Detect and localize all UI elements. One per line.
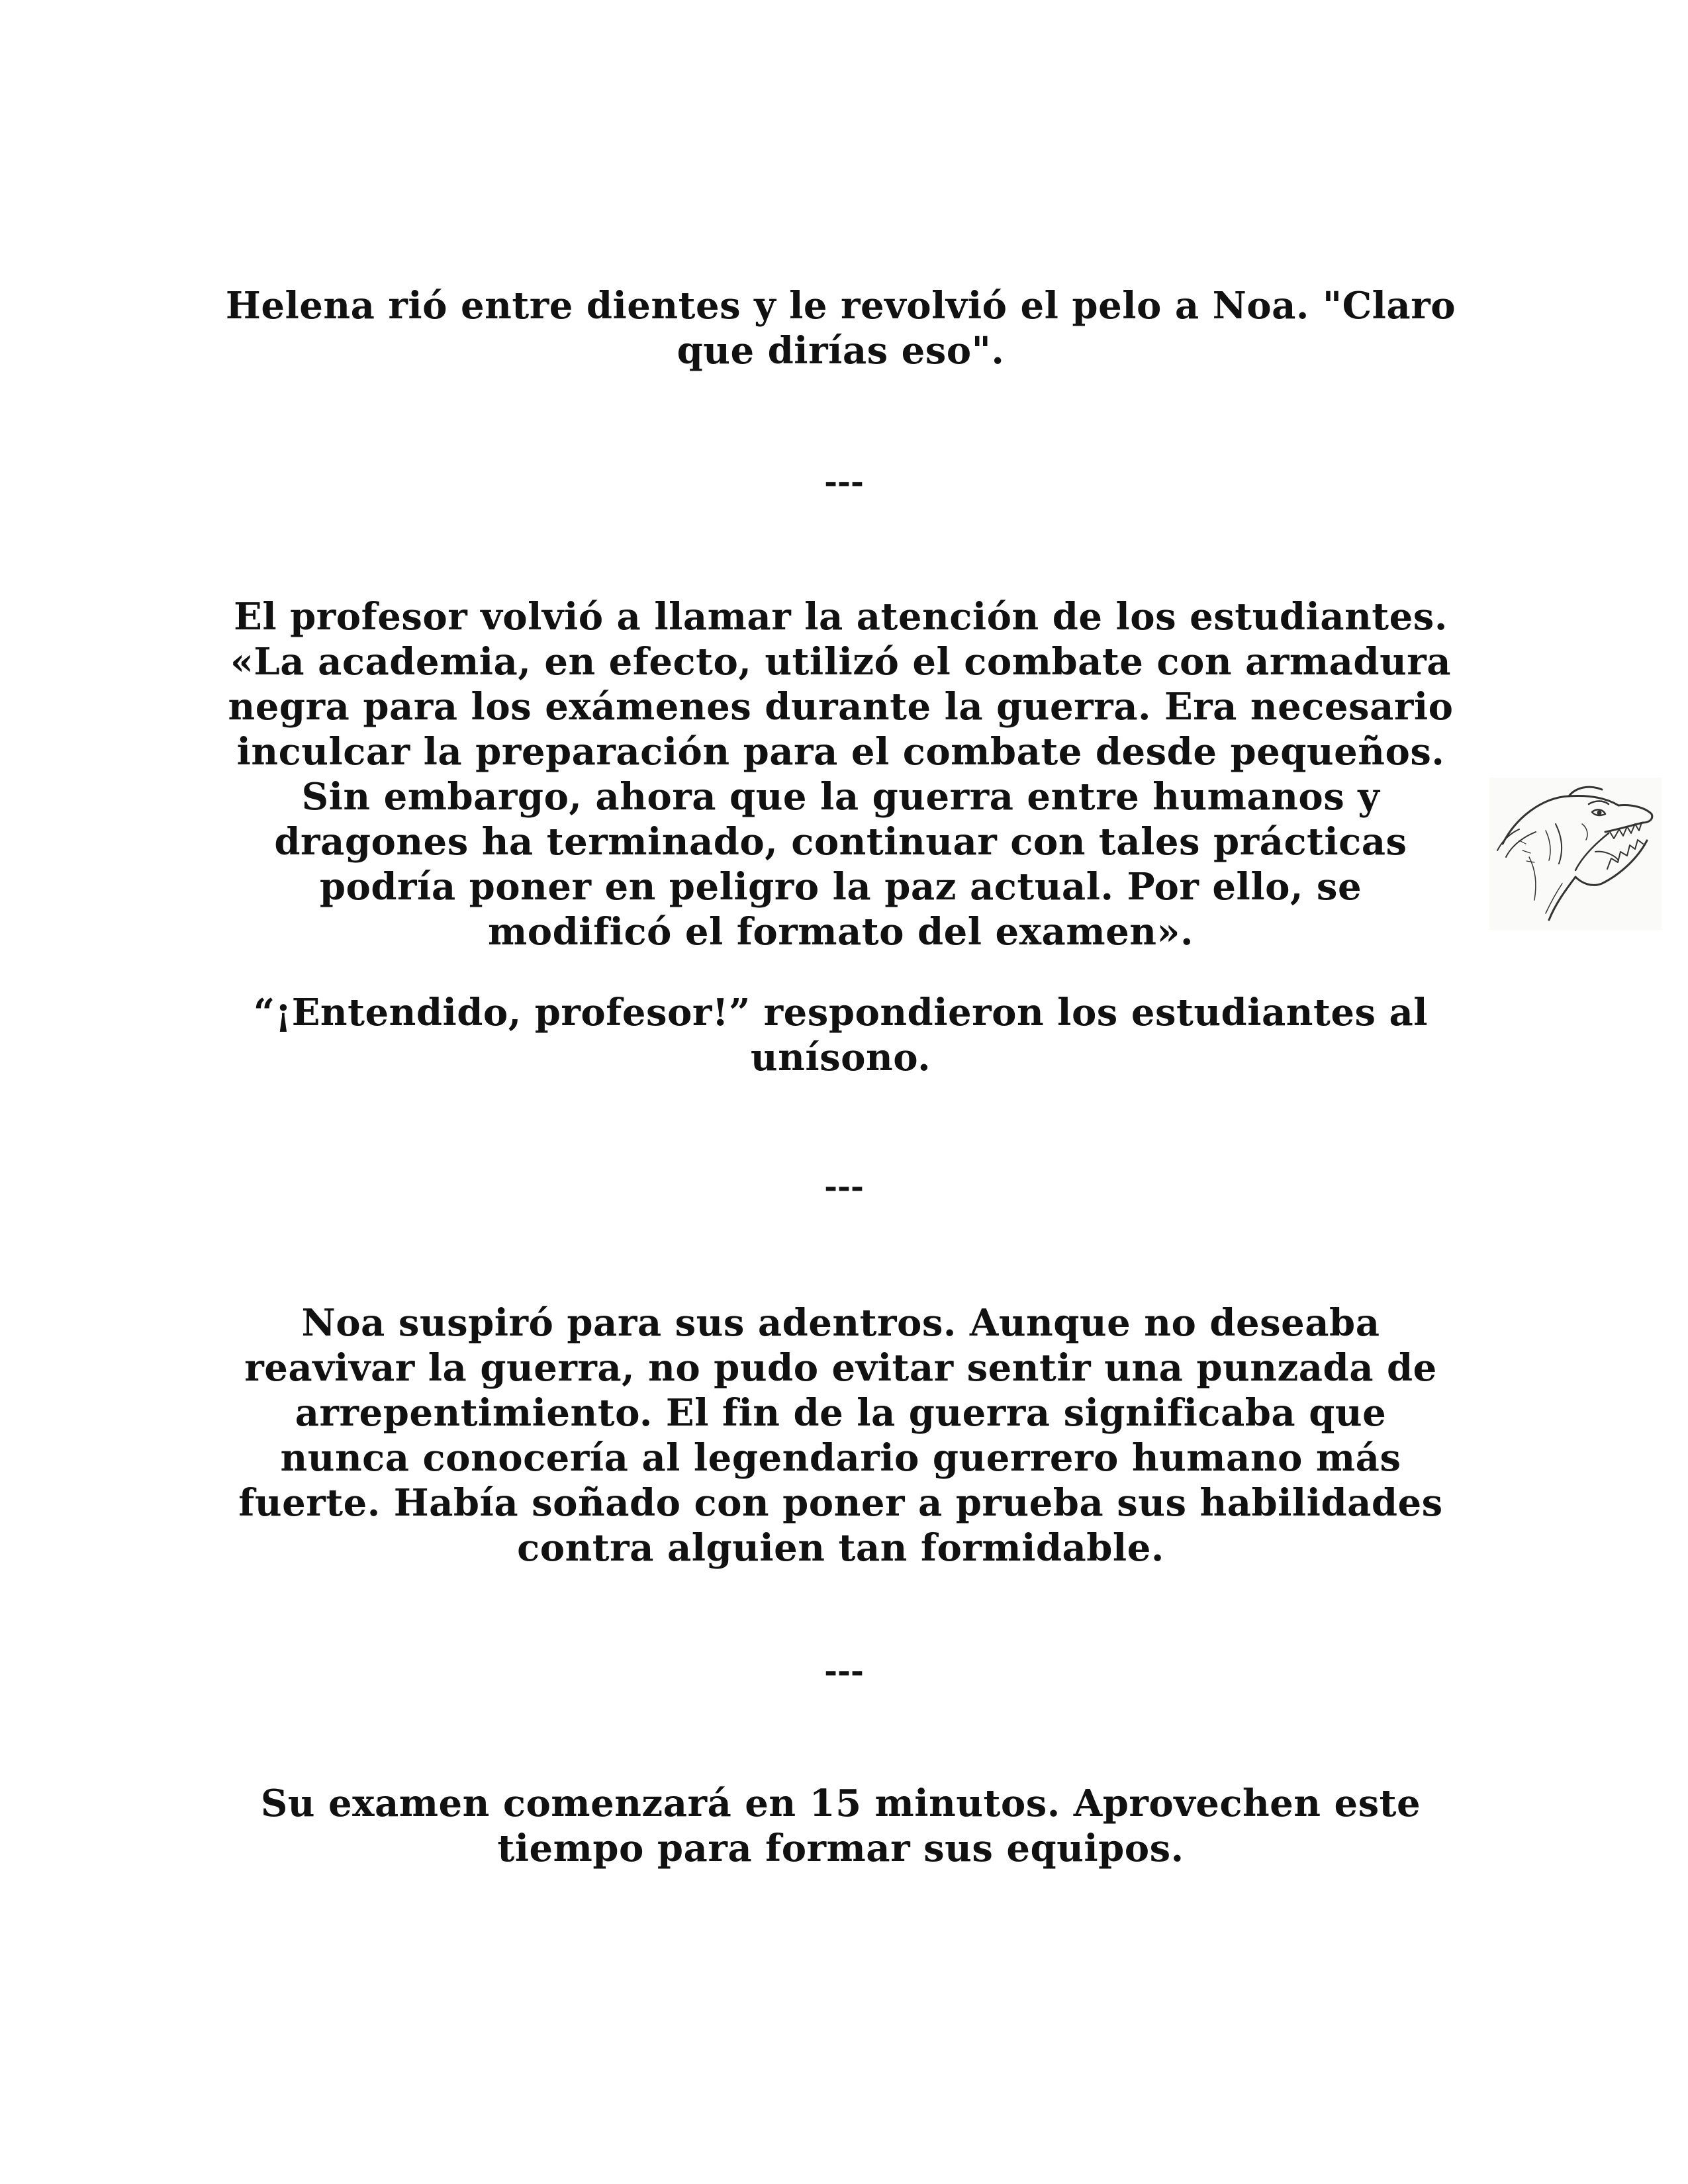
paragraph-noa: Noa suspiró para sus adentros. Aunque no deseaba reavivar la guerra, no pudo evitar sentir una punzada de arrepentimiento. El fin de la guerra significaba que nunca conocería al legendario guerrero humano más fuerte. Había soñado con poner a prueba sus habilidades contra alguien tan formidable. bbox=[238, 1301, 1443, 1570]
section-separator: --- bbox=[824, 1653, 864, 1690]
paragraph-professor: El profesor volvió a llamar la atención de los estudiantes. «La academia, en efecto, utilizó el combate con armadura negra para los exámenes durante la guerra. Era necesario inculcar la preparación para el combate desde pequeños. Sin embargo, ahora que la guerra entre humanos y dragones ha terminado, continuar con tales prácticas podría poner en peligro la paz actual. Por ello, se modificó el formato del examen». bbox=[228, 595, 1454, 954]
section-separator: --- bbox=[824, 463, 864, 500]
dragon-head-sketch-icon bbox=[1489, 778, 1662, 930]
paragraph-exam-notice: Su examen comenzará en 15 minutos. Aprovechen este tiempo para formar sus equipos. bbox=[260, 1782, 1421, 1870]
section-separator: --- bbox=[824, 1168, 864, 1205]
paragraph-helena: Helena rió entre dientes y le revolvió el pelo a Noa. "Claro que dirías eso". bbox=[225, 284, 1456, 373]
paragraph-students-reply: “¡Entendido, profesor!” respondieron los estudiantes al unísono. bbox=[253, 991, 1429, 1079]
